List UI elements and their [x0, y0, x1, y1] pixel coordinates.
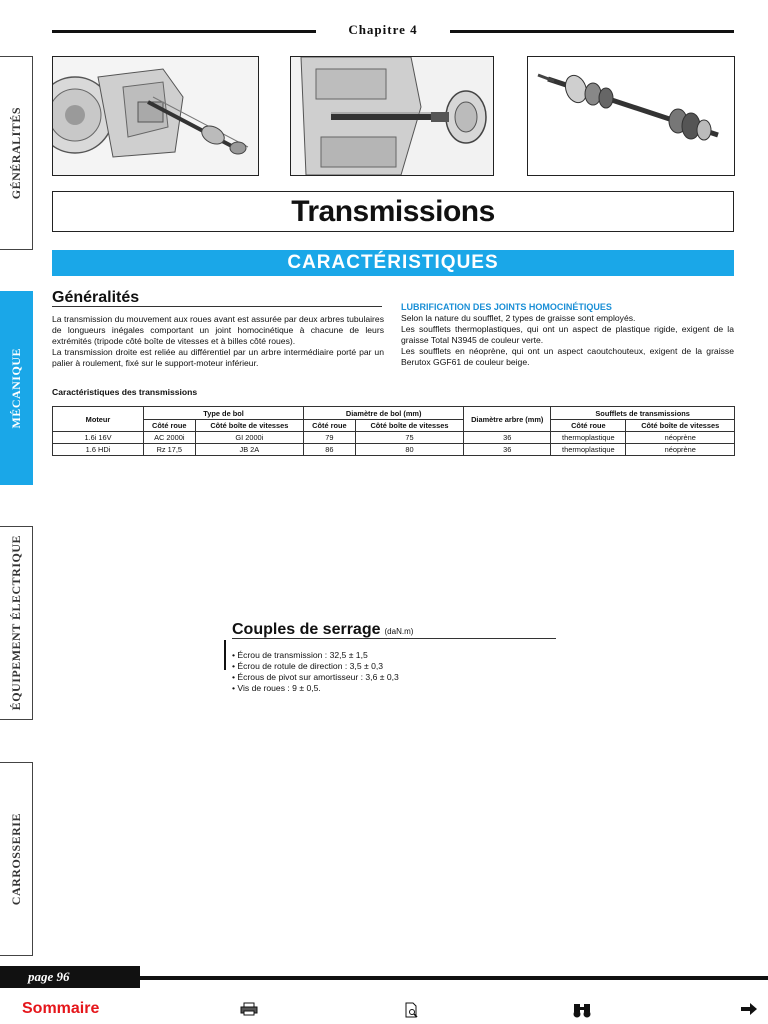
generalites-text [52, 314, 384, 369]
table-cell: 79 [304, 432, 356, 444]
list-item: • Écrou de rotule de direction : 3,5 ± 0,3 [232, 661, 384, 671]
driveshaft-photo [527, 56, 735, 176]
th-sub-cote-roue: Côté roue [304, 420, 356, 432]
lubrification-paragraph-3: Les soufflets en néoprène, qui ont un aspect caoutchouteux, exigent de la graisse Berutox GGF61 de couleur beige. [401, 346, 734, 367]
th-sub-cote-boite: Côté boîte de vitesses [195, 420, 304, 432]
couples-list [232, 650, 399, 694]
lubrification-heading: LUBRIFICATION DES JOINTS HOMOCINÉTIQUES [401, 302, 612, 312]
table-cell: Rz 17,5 [144, 444, 196, 456]
gearbox-driveshaft-photo [290, 56, 494, 176]
page-title: Transmissions [291, 194, 495, 228]
tab-generalites-label: GÉNÉRALITÉS [8, 106, 23, 200]
generalites-rule [52, 306, 382, 307]
th-sub-cote-boite: Côté boîte de vitesses [626, 420, 735, 432]
th-sub-cote-roue: Côté roue [551, 420, 626, 432]
engine-transmission-photo [52, 56, 259, 176]
couples-rule [232, 638, 556, 639]
table-cell: 80 [355, 444, 464, 456]
sommaire-link[interactable]: Sommaire [22, 1000, 100, 1017]
th-type-bol: Type de bol [144, 407, 304, 420]
generalites-paragraph-1: La transmission du mouvement aux roues avant est assurée par deux arbres tubulaires de longueurs inégales comportant un joint homocinétique à chacune de leurs extrémités (tripode côté boîte de vitesses et à billes côté roues). [52, 314, 384, 346]
table-row [53, 432, 735, 444]
table-cell: AC 2000i [144, 432, 196, 444]
tab-carrosserie[interactable] [0, 762, 33, 956]
header-rule-left [52, 30, 316, 33]
document-search-icon[interactable] [405, 1002, 419, 1021]
section-banner: CARACTÉRISTIQUES [52, 250, 734, 276]
title-box [52, 191, 734, 232]
th-sub-cote-roue: Côté roue [144, 420, 196, 432]
tab-mecanique-label: MÉCANIQUE [8, 347, 23, 429]
tab-equipement-electrique[interactable] [0, 526, 33, 720]
th-soufflets: Soufflets de transmissions [551, 407, 735, 420]
table-cell: thermoplastique [551, 432, 626, 444]
list-item: • Écrou de transmission : 32,5 ± 1,5 [232, 650, 368, 660]
table-cell: néoprène [626, 432, 735, 444]
th-diametre-bol: Diamètre de bol (mm) [304, 407, 464, 420]
table-cell: 36 [464, 432, 551, 444]
chapter-title: Chapitre 4 [348, 22, 418, 37]
printer-icon[interactable] [240, 1002, 258, 1019]
table-cell: néoprène [626, 444, 735, 456]
table-cell: 86 [304, 444, 356, 456]
header-rule-right [450, 30, 734, 33]
th-moteur: Moteur [53, 407, 144, 432]
couples-unit: (daN.m) [384, 627, 414, 636]
lubrification-paragraph-1: Selon la nature du soufflet, 2 types de graisse sont employés. [401, 313, 636, 323]
th-diametre-arbre: Diamètre arbre (mm) [464, 407, 551, 432]
table-cell: 75 [355, 432, 464, 444]
transmissions-table [52, 406, 735, 456]
couples-title: Couples de serrage [232, 621, 381, 638]
couples-heading [232, 621, 413, 639]
table-cell: 1.6 HDi [53, 444, 144, 456]
page-number: page 96 [0, 966, 140, 988]
table-cell: 36 [464, 444, 551, 456]
binoculars-icon[interactable] [572, 1002, 592, 1021]
table-cell: thermoplastique [551, 444, 626, 456]
list-item: • Vis de roues : 9 ± 0,5. [232, 683, 321, 693]
generalites-paragraph-2: La transmission droite est reliée au différentiel par un arbre intermédiaire porté par un palier à roulement, fixé sur le support-moteur inférieur. [52, 347, 384, 368]
lubrification-paragraph-2: Les soufflets thermoplastiques, qui ont un aspect de plastique rigide, exigent de la graisse Total N3945 de couleur verte. [401, 324, 734, 345]
lubrification-section [401, 302, 734, 368]
couples-accent-bar [224, 640, 226, 670]
table-cell: GI 2000i [195, 432, 304, 444]
table-caption: Caractéristiques des transmissions [52, 387, 198, 397]
tab-equipement-electrique-label: ÉQUIPEMENT ÉLECTRIQUE [8, 535, 23, 711]
tab-generalites[interactable] [0, 56, 33, 250]
tab-carrosserie-label: CARROSSERIE [8, 812, 23, 906]
arrow-right-icon[interactable] [740, 1002, 758, 1019]
table-row [53, 444, 735, 456]
tab-mecanique[interactable] [0, 291, 33, 485]
table-cell: 1.6i 16V [53, 432, 144, 444]
list-item: • Écrous de pivot sur amortisseur : 3,6 ± 0,3 [232, 672, 399, 682]
table-cell: JB 2A [195, 444, 304, 456]
th-sub-cote-boite: Côté boîte de vitesses [355, 420, 464, 432]
generalites-heading: Généralités [52, 289, 140, 306]
